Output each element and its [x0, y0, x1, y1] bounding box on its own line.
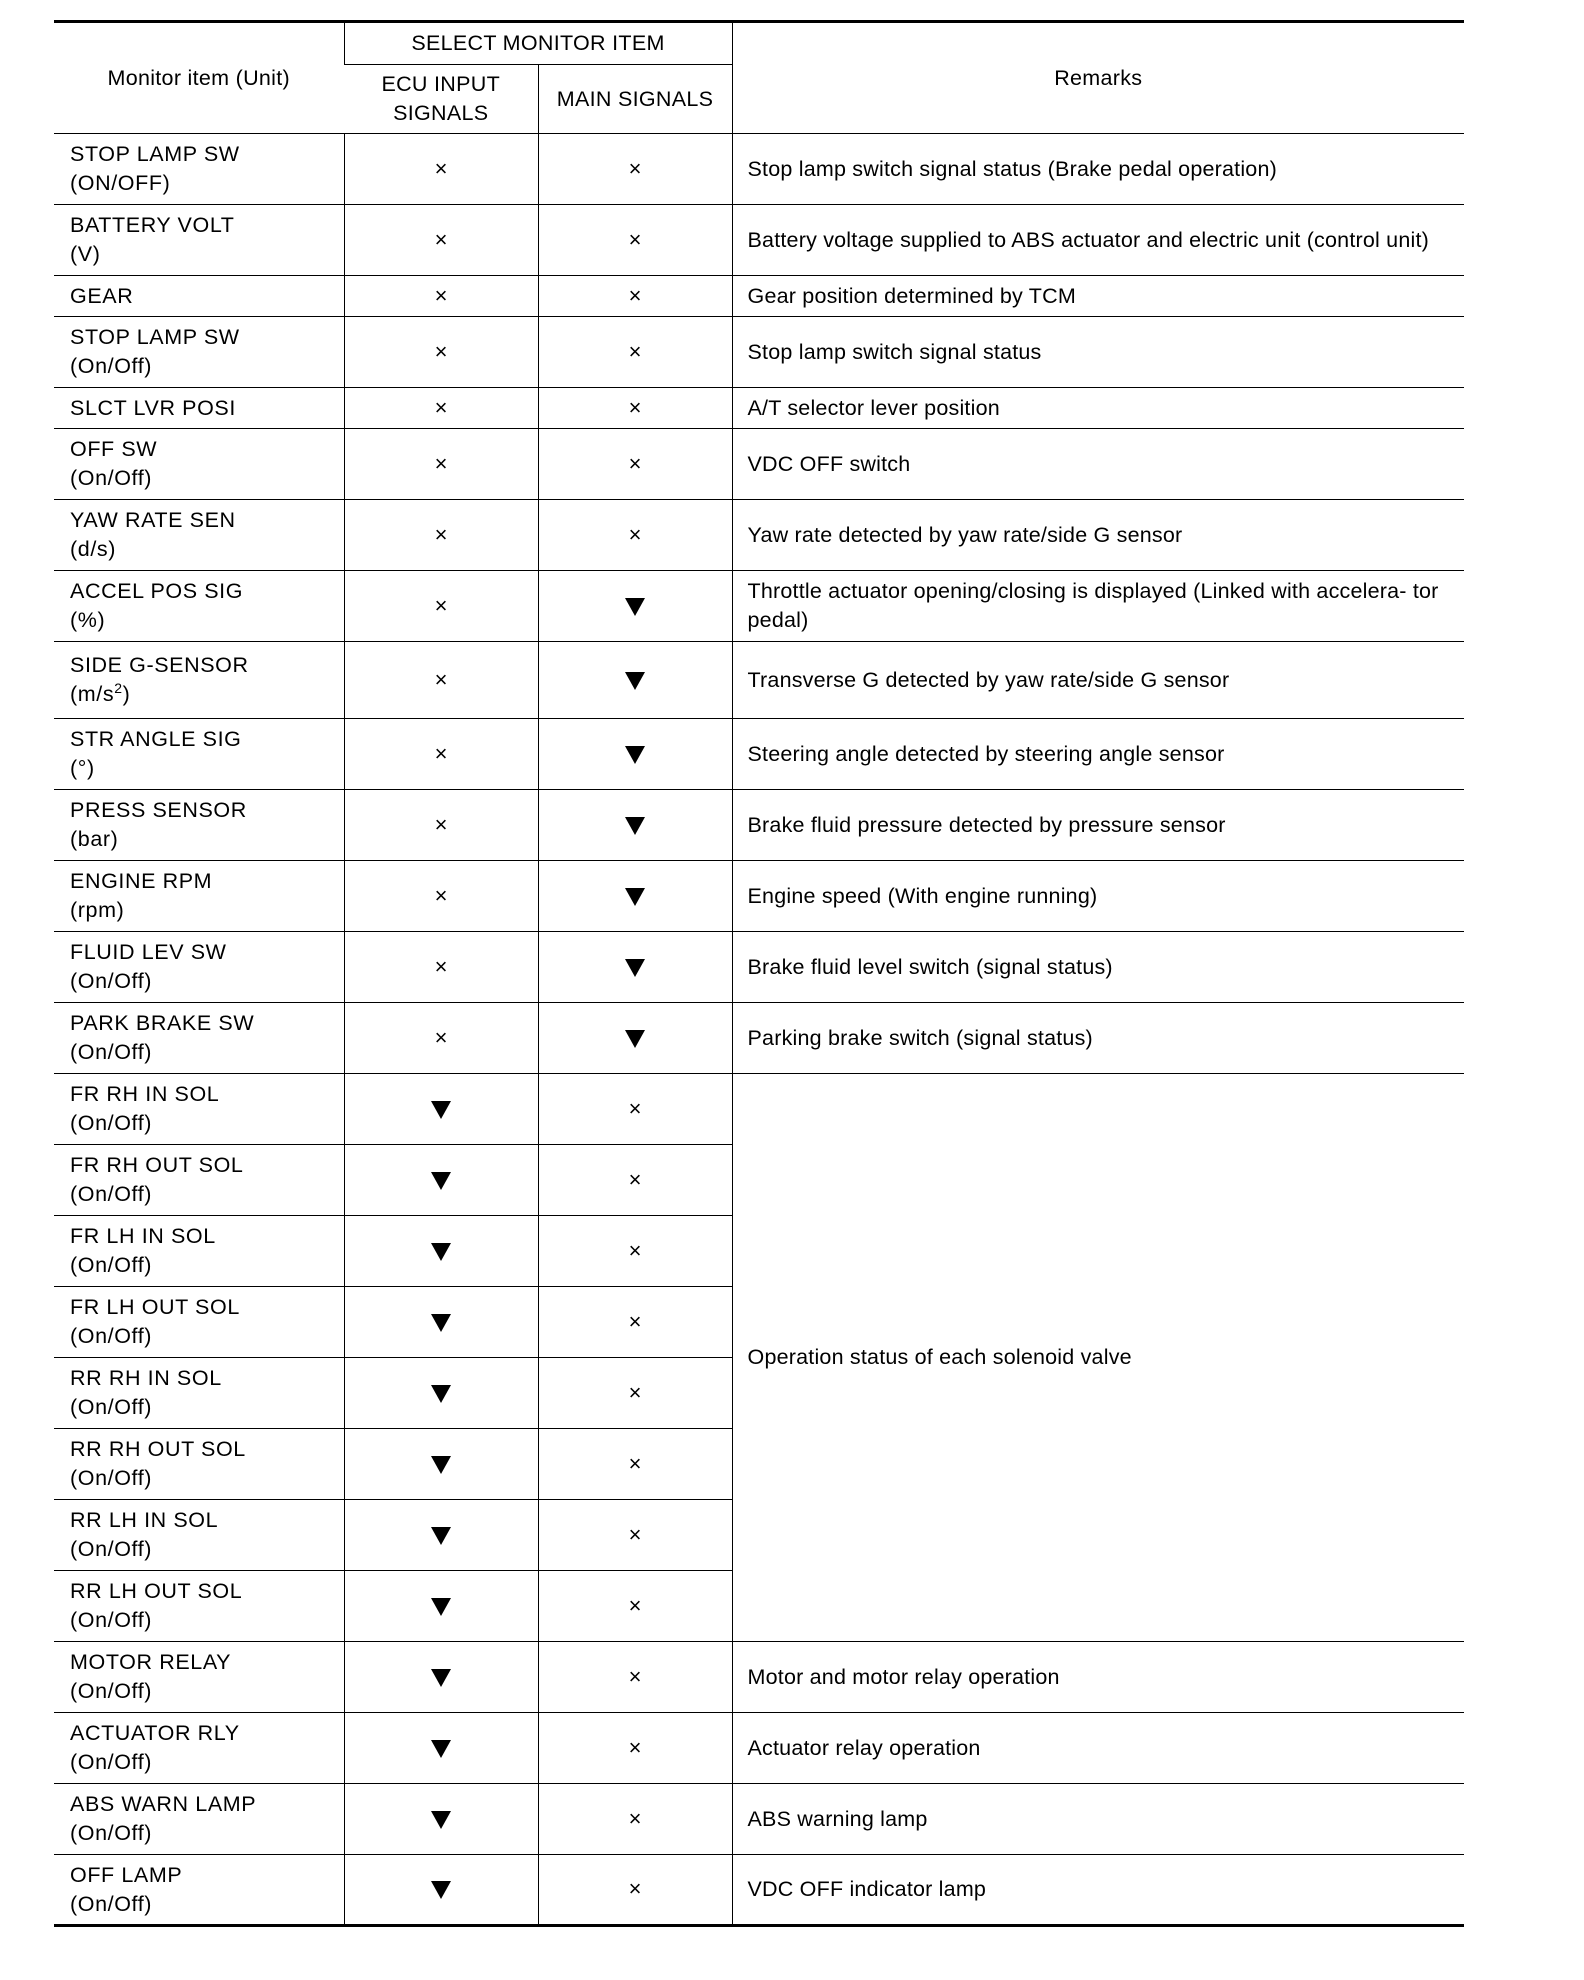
triangle-mark: [344, 1713, 538, 1784]
monitor-item-unit: (On/Off): [70, 1608, 153, 1632]
monitor-item-unit: (°): [70, 756, 95, 780]
monitor-item-name: YAW RATE SEN: [70, 508, 236, 532]
monitor-item-cell: [54, 1713, 344, 1784]
triangle-mark: [344, 1358, 538, 1429]
table-row: [54, 500, 1464, 571]
remark-cell: Parking brake switch (signal status): [732, 1003, 1464, 1074]
triangle-mark: [538, 932, 732, 1003]
monitor-item-name: SIDE G-SENSOR: [70, 653, 249, 677]
triangle-mark: [344, 1642, 538, 1713]
monitor-item-cell: [54, 134, 344, 205]
monitor-item-name: PARK BRAKE SW: [70, 1011, 255, 1035]
cross-mark: [344, 500, 538, 571]
cross-mark: [538, 1145, 732, 1216]
cross-icon: ×: [434, 521, 448, 547]
triangle-down-icon: [625, 817, 645, 835]
remark-cell: Brake fluid pressure detected by pressure sensor: [732, 790, 1464, 861]
monitor-item-name: MOTOR RELAY: [70, 1650, 232, 1674]
cross-icon: ×: [628, 155, 642, 181]
monitor-item-name: FR RH IN SOL: [70, 1082, 220, 1106]
cross-mark: [344, 861, 538, 932]
remark-cell: Gear position determined by TCM: [732, 276, 1464, 317]
monitor-item-cell: [54, 1500, 344, 1571]
cross-mark: [344, 134, 538, 205]
cross-mark: [538, 429, 732, 500]
triangle-down-icon: [431, 1598, 451, 1616]
cross-mark: [344, 276, 538, 317]
triangle-down-icon: [431, 1314, 451, 1332]
triangle-mark: [538, 642, 732, 719]
monitor-item-name: GEAR: [70, 283, 134, 308]
cross-icon: ×: [628, 1876, 642, 1901]
header-ecu-input-signals: [344, 65, 538, 134]
monitor-item-cell: [54, 1145, 344, 1216]
remark-cell: Battery voltage supplied to ABS actuator and electric unit (control unit): [732, 205, 1464, 276]
cross-mark: [538, 1287, 732, 1358]
monitor-item-name: OFF SW: [70, 437, 158, 461]
cross-icon: ×: [434, 282, 448, 308]
monitor-item-cell: [54, 500, 344, 571]
monitor-item-name: ABS WARN LAMP: [70, 1792, 257, 1816]
cross-icon: ×: [628, 1450, 642, 1476]
cross-icon: ×: [628, 226, 642, 252]
monitor-item-cell: [54, 1784, 344, 1855]
monitor-item-unit: (On/Off): [70, 1040, 153, 1064]
table-row: [54, 317, 1464, 388]
monitor-item-name: ACTUATOR RLY: [70, 1721, 240, 1745]
cross-icon: ×: [628, 1308, 642, 1334]
table-row: [54, 1003, 1464, 1074]
header-ecu-line2: SIGNALS: [393, 101, 489, 125]
cross-icon: ×: [434, 1024, 448, 1050]
monitor-item-cell: [54, 317, 344, 388]
monitor-item-unit: $(m/s^2)$: [70, 679, 131, 706]
monitor-item-unit: (bar): [70, 827, 119, 851]
cross-mark: [344, 429, 538, 500]
monitor-item-unit: (On/Off): [70, 466, 153, 490]
table-row: [54, 1855, 1464, 1926]
cross-icon: ×: [434, 882, 448, 908]
cross-mark: [344, 719, 538, 790]
triangle-down-icon: [431, 1243, 451, 1261]
monitor-item-cell: [54, 429, 344, 500]
cross-mark: [538, 1642, 732, 1713]
table-row: [54, 571, 1464, 642]
monitor-item-name: RR RH OUT SOL: [70, 1437, 246, 1461]
monitor-item-cell: [54, 861, 344, 932]
cross-icon: ×: [434, 740, 448, 766]
table-row: [54, 205, 1464, 276]
monitor-item-name: FLUID LEV SW: [70, 940, 227, 964]
cross-mark: [538, 134, 732, 205]
monitor-item-unit: (V): [70, 242, 101, 266]
triangle-mark: [538, 861, 732, 932]
cross-icon: ×: [434, 592, 448, 618]
cross-icon: ×: [628, 1734, 642, 1760]
remark-cell: Steering angle detected by steering angle sensor: [732, 719, 1464, 790]
remark-cell: Brake fluid level switch (signal status): [732, 932, 1464, 1003]
cross-icon: ×: [434, 155, 448, 181]
cross-mark: [538, 388, 732, 429]
remark-cell: Throttle actuator opening/closing is displayed (Linked with accelera- tor pedal): [732, 571, 1464, 642]
cross-icon: ×: [628, 338, 642, 364]
table-row: [54, 932, 1464, 1003]
cross-icon: ×: [628, 450, 642, 476]
monitor-item-unit: (On/Off): [70, 969, 153, 993]
triangle-down-icon: [625, 1030, 645, 1048]
triangle-mark: [344, 1145, 538, 1216]
cross-mark: [344, 571, 538, 642]
cross-mark: [538, 1713, 732, 1784]
cross-icon: ×: [434, 811, 448, 837]
monitor-item-unit: (On/Off): [70, 1679, 153, 1703]
table-row: [54, 429, 1464, 500]
cross-mark: [344, 1003, 538, 1074]
table-row: [54, 719, 1464, 790]
monitor-item-name: RR RH IN SOL: [70, 1366, 222, 1390]
header-select-monitor-item: SELECT MONITOR ITEM: [344, 22, 732, 65]
monitor-item-unit: (ON/OFF): [70, 171, 171, 195]
cross-mark: [538, 1429, 732, 1500]
cross-icon: ×: [628, 1663, 642, 1689]
cross-mark: [538, 1855, 732, 1926]
triangle-mark: [538, 719, 732, 790]
triangle-down-icon: [625, 888, 645, 906]
monitor-item-cell: [54, 388, 344, 429]
monitor-item-cell: [54, 1003, 344, 1074]
triangle-mark: [344, 1216, 538, 1287]
cross-mark: [344, 790, 538, 861]
monitor-item-cell: [54, 1571, 344, 1642]
monitor-item-cell: [54, 642, 344, 719]
remark-cell: Engine speed (With engine running): [732, 861, 1464, 932]
table-row: [54, 1784, 1464, 1855]
remark-cell: Operation status of each solenoid valve: [732, 1074, 1464, 1642]
monitor-item-unit: (On/Off): [70, 1537, 153, 1561]
table-row: [54, 1713, 1464, 1784]
monitor-item-name: SLCT LVR POSI: [70, 395, 236, 420]
monitor-item-unit: (On/Off): [70, 1750, 153, 1774]
triangle-down-icon: [625, 746, 645, 764]
monitor-item-name: ACCEL POS SIG: [70, 579, 244, 603]
cross-icon: ×: [628, 1805, 642, 1831]
cross-icon: ×: [434, 394, 448, 420]
cross-mark: [344, 642, 538, 719]
monitor-item-name: OFF LAMP: [70, 1862, 183, 1887]
table-row: [54, 642, 1464, 719]
cross-mark: [538, 1358, 732, 1429]
monitor-item-name: RR LH OUT SOL: [70, 1579, 243, 1603]
triangle-mark: [344, 1571, 538, 1642]
monitor-item-unit: (On/Off): [70, 1891, 153, 1916]
triangle-down-icon: [431, 1811, 451, 1829]
monitor-item-unit: (On/Off): [70, 1821, 153, 1845]
monitor-item-unit: (On/Off): [70, 354, 153, 378]
monitor-item-cell: [54, 932, 344, 1003]
triangle-mark: [344, 1429, 538, 1500]
remark-cell: Yaw rate detected by yaw rate/side G sensor: [732, 500, 1464, 571]
monitor-item-unit: (On/Off): [70, 1395, 153, 1419]
triangle-down-icon: [431, 1740, 451, 1758]
monitor-item-name: FR LH OUT SOL: [70, 1295, 240, 1319]
monitor-item-unit: (On/Off): [70, 1324, 153, 1348]
cross-mark: [538, 1500, 732, 1571]
triangle-mark: [344, 1074, 538, 1145]
triangle-down-icon: [625, 598, 645, 616]
table-row: [54, 134, 1464, 205]
monitor-item-cell: [54, 571, 344, 642]
cross-mark: [538, 205, 732, 276]
triangle-mark: [344, 1784, 538, 1855]
monitor-item-name: STOP LAMP SW: [70, 325, 240, 349]
monitor-item-cell: [54, 1287, 344, 1358]
monitor-item-name: FR RH OUT SOL: [70, 1153, 244, 1177]
cross-mark: [538, 317, 732, 388]
cross-icon: ×: [434, 666, 448, 692]
cross-icon: ×: [628, 1166, 642, 1192]
monitor-item-cell: [54, 1216, 344, 1287]
remark-cell: Stop lamp switch signal status: [732, 317, 1464, 388]
header-remarks: Remarks: [732, 22, 1464, 134]
cross-icon: ×: [434, 226, 448, 252]
cross-icon: ×: [628, 1095, 642, 1121]
cross-mark: [344, 317, 538, 388]
monitor-item-unit: (rpm): [70, 898, 125, 922]
remark-cell: Stop lamp switch signal status (Brake pedal operation): [732, 134, 1464, 205]
monitor-item-unit: (On/Off): [70, 1253, 153, 1277]
cross-icon: ×: [434, 953, 448, 979]
remark-cell: A/T selector lever position: [732, 388, 1464, 429]
monitor-item-cell: [54, 790, 344, 861]
triangle-down-icon: [431, 1456, 451, 1474]
table-row: [54, 1642, 1464, 1713]
cross-icon: ×: [628, 1592, 642, 1618]
monitor-item-name: ENGINE RPM: [70, 869, 213, 893]
cross-mark: [538, 1784, 732, 1855]
table-row: [54, 1074, 1464, 1145]
monitor-item-unit: (On/Off): [70, 1182, 153, 1206]
monitor-item-cell: [54, 1855, 344, 1926]
cross-mark: [538, 1074, 732, 1145]
table-row: [54, 276, 1464, 317]
cross-icon: ×: [628, 1521, 642, 1547]
remark-cell: Motor and motor relay operation: [732, 1642, 1464, 1713]
remark-cell: VDC OFF indicator lamp: [732, 1855, 1464, 1926]
triangle-mark: [538, 571, 732, 642]
cross-icon: ×: [628, 1237, 642, 1263]
monitor-item-cell: [54, 276, 344, 317]
monitor-item-unit: (On/Off): [70, 1111, 153, 1135]
cross-mark: [344, 205, 538, 276]
triangle-down-icon: [431, 1527, 451, 1545]
header-ecu-line1: ECU INPUT: [381, 72, 501, 96]
remark-cell: Actuator relay operation: [732, 1713, 1464, 1784]
monitor-item-name: BATTERY VOLT: [70, 213, 235, 237]
remark-cell: Transverse G detected by yaw rate/side G sensor: [732, 642, 1464, 719]
header-monitor-item: Monitor item (Unit): [54, 22, 344, 134]
triangle-mark: [344, 1287, 538, 1358]
monitor-item-cell: [54, 1429, 344, 1500]
monitor-item-name: STOP LAMP SW: [70, 142, 240, 166]
cross-mark: [538, 276, 732, 317]
triangle-down-icon: [431, 1669, 451, 1687]
cross-icon: ×: [628, 394, 642, 420]
triangle-down-icon: [431, 1385, 451, 1403]
table-row: [54, 861, 1464, 932]
triangle-mark: [538, 790, 732, 861]
cross-icon: ×: [434, 450, 448, 476]
monitor-item-name: FR LH IN SOL: [70, 1224, 216, 1248]
cross-icon: ×: [628, 1379, 642, 1405]
remark-cell: VDC OFF switch: [732, 429, 1464, 500]
triangle-down-icon: [431, 1172, 451, 1190]
triangle-down-icon: [431, 1101, 451, 1119]
triangle-mark: [538, 1003, 732, 1074]
cross-icon: ×: [434, 338, 448, 364]
triangle-mark: [344, 1500, 538, 1571]
cross-icon: ×: [628, 282, 642, 308]
table-body: [54, 134, 1464, 1926]
triangle-down-icon: [625, 672, 645, 690]
cross-icon: ×: [628, 521, 642, 547]
triangle-down-icon: [431, 1881, 451, 1899]
cross-mark: [344, 932, 538, 1003]
monitor-item-cell: [54, 1358, 344, 1429]
monitor-item-cell: [54, 205, 344, 276]
monitor-item-name: STR ANGLE SIG: [70, 727, 242, 751]
monitor-item-unit: (On/Off): [70, 1466, 153, 1490]
table-row: [54, 388, 1464, 429]
monitor-item-unit: (%): [70, 608, 106, 632]
monitor-item-name: PRESS SENSOR: [70, 798, 247, 822]
monitor-item-cell: [54, 1074, 344, 1145]
cross-mark: [538, 1571, 732, 1642]
triangle-mark: [344, 1855, 538, 1926]
monitor-item-table: [54, 20, 1464, 1927]
monitor-item-name: RR LH IN SOL: [70, 1508, 219, 1532]
cross-mark: [538, 500, 732, 571]
monitor-item-unit: (d/s): [70, 537, 116, 561]
cross-mark: [538, 1216, 732, 1287]
remark-cell: ABS warning lamp: [732, 1784, 1464, 1855]
monitor-item-cell: [54, 719, 344, 790]
table-row: [54, 790, 1464, 861]
cross-mark: [344, 388, 538, 429]
triangle-down-icon: [625, 959, 645, 977]
header-main-signals: MAIN SIGNALS: [538, 65, 732, 134]
monitor-item-cell: [54, 1642, 344, 1713]
